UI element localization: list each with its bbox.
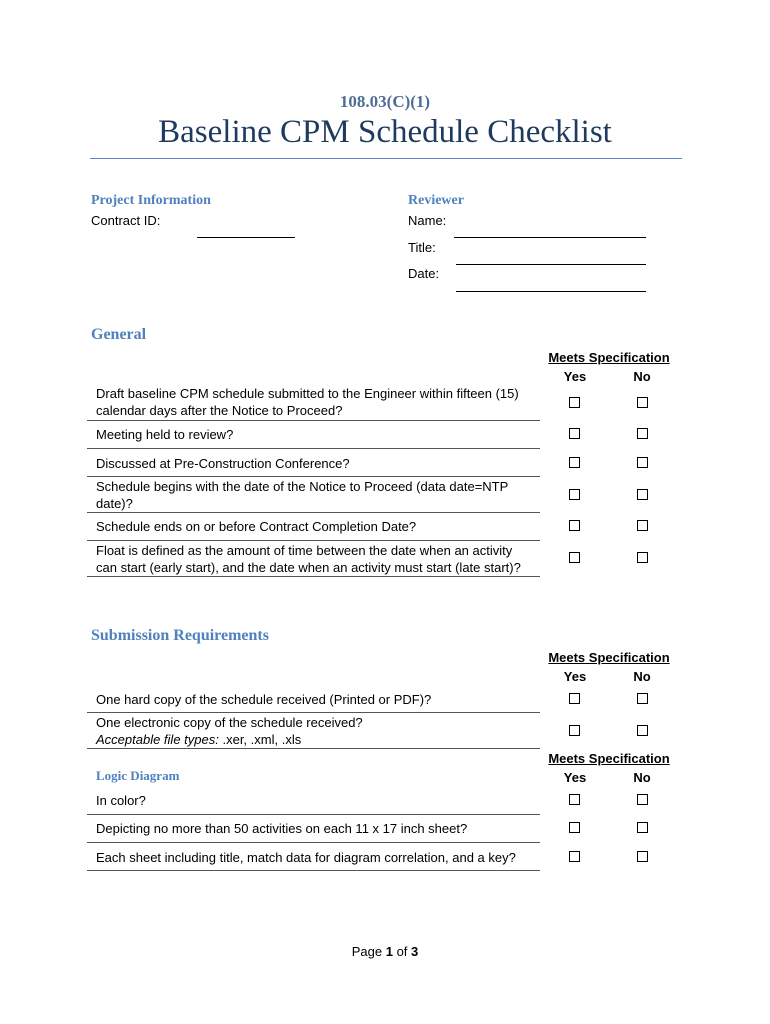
date-label: Date: bbox=[408, 266, 440, 281]
logic-item-text bbox=[96, 792, 146, 809]
reviewer-heading: Reviewer bbox=[408, 193, 464, 208]
item-line: Depicting no more than 50 activities on each 11 x 17 inch sheet? bbox=[96, 821, 468, 836]
yes-checkbox[interactable] bbox=[569, 489, 580, 500]
row-divider bbox=[87, 448, 540, 449]
title-field[interactable] bbox=[456, 264, 646, 265]
item-line: One electronic copy of the schedule received? bbox=[96, 715, 363, 730]
general-heading: General bbox=[91, 326, 147, 343]
row-divider bbox=[87, 814, 540, 815]
submission-item-text bbox=[96, 714, 363, 748]
row-divider bbox=[87, 512, 540, 513]
page-total: 3 bbox=[411, 944, 419, 959]
item-line: Float is defined as the amount of time between the date when an activity bbox=[96, 543, 513, 558]
item-line: Each sheet including title, match data for diagram correlation, and a key? bbox=[96, 850, 516, 865]
row-divider bbox=[87, 712, 540, 713]
yes-checkbox[interactable] bbox=[569, 725, 580, 736]
item-line: Meeting held to review? bbox=[96, 427, 234, 442]
general-item-text bbox=[96, 455, 350, 472]
yes-checkbox[interactable] bbox=[569, 428, 580, 439]
row-divider bbox=[87, 748, 540, 749]
title-label: Title: bbox=[408, 240, 436, 255]
item-line: Schedule begins with the date of the Notice to Proceed (data date=NTP bbox=[96, 479, 509, 494]
of-word: of bbox=[392, 944, 412, 959]
general-item-text bbox=[96, 385, 519, 419]
yes-checkbox[interactable] bbox=[569, 520, 580, 531]
section-number: 108.03(C)(1) bbox=[339, 92, 431, 111]
item-line: can start (early start), and the date when an activity must start (late start)? bbox=[96, 560, 521, 575]
no-column-header: No bbox=[633, 770, 651, 785]
no-checkbox[interactable] bbox=[637, 693, 648, 704]
no-checkbox[interactable] bbox=[637, 822, 648, 833]
no-checkbox[interactable] bbox=[637, 794, 648, 805]
yes-checkbox[interactable] bbox=[569, 822, 580, 833]
item-line: date)? bbox=[96, 496, 133, 511]
no-checkbox[interactable] bbox=[637, 725, 648, 736]
no-checkbox[interactable] bbox=[637, 552, 648, 563]
submission-requirements-heading: Submission Requirements bbox=[91, 627, 269, 644]
no-checkbox[interactable] bbox=[637, 428, 648, 439]
no-checkbox[interactable] bbox=[637, 520, 648, 531]
row-divider bbox=[87, 420, 540, 421]
no-column-header: No bbox=[633, 369, 651, 384]
no-checkbox[interactable] bbox=[637, 397, 648, 408]
row-divider bbox=[87, 476, 540, 477]
item-line bbox=[96, 731, 363, 748]
row-divider bbox=[87, 540, 540, 541]
page-footer bbox=[0, 944, 770, 959]
submission-item-text bbox=[96, 691, 431, 708]
general-item-text bbox=[96, 542, 521, 576]
name-field[interactable] bbox=[454, 237, 646, 238]
meets-specification-header: Meets Specification bbox=[548, 650, 670, 665]
logic-item-text bbox=[96, 820, 467, 837]
general-item-text bbox=[96, 478, 508, 512]
title-divider bbox=[90, 158, 682, 159]
logic-item-text bbox=[96, 849, 516, 866]
item-line: In color? bbox=[96, 793, 146, 808]
item-line: One hard copy of the schedule received (Printed or PDF)? bbox=[96, 692, 432, 707]
yes-checkbox[interactable] bbox=[569, 851, 580, 862]
row-divider bbox=[87, 576, 540, 577]
yes-checkbox[interactable] bbox=[569, 552, 580, 563]
no-checkbox[interactable] bbox=[637, 851, 648, 862]
project-information-heading: Project Information bbox=[91, 193, 211, 208]
yes-column-header: Yes bbox=[563, 669, 587, 684]
row-divider bbox=[87, 870, 540, 871]
item-line: Schedule ends on or before Contract Completion Date? bbox=[96, 519, 417, 534]
item-line: Discussed at Pre-Construction Conference? bbox=[96, 456, 350, 471]
yes-checkbox[interactable] bbox=[569, 693, 580, 704]
no-checkbox[interactable] bbox=[637, 457, 648, 468]
date-field[interactable] bbox=[456, 291, 646, 292]
contract-id-field[interactable] bbox=[197, 237, 295, 238]
item-line: Draft baseline CPM schedule submitted to the Engineer within fifteen (15) bbox=[96, 386, 519, 401]
yes-column-header: Yes bbox=[563, 369, 587, 384]
general-item-text bbox=[96, 426, 233, 443]
file-types-label: Acceptable file types: bbox=[96, 732, 219, 747]
page-title: Baseline CPM Schedule Checklist bbox=[158, 114, 612, 150]
no-checkbox[interactable] bbox=[637, 489, 648, 500]
file-types-value: .xer, .xml, .xls bbox=[218, 732, 302, 747]
yes-checkbox[interactable] bbox=[569, 397, 580, 408]
row-divider bbox=[87, 842, 540, 843]
contract-id-label: Contract ID: bbox=[91, 213, 161, 228]
general-item-text bbox=[96, 518, 416, 535]
logic-diagram-heading: Logic Diagram bbox=[96, 768, 180, 783]
item-line: calendar days after the Notice to Proceed? bbox=[96, 403, 343, 418]
page-current: 1 bbox=[385, 944, 393, 959]
meets-specification-header: Meets Specification bbox=[548, 751, 670, 766]
no-column-header: No bbox=[633, 669, 651, 684]
yes-checkbox[interactable] bbox=[569, 794, 580, 805]
meets-specification-header: Meets Specification bbox=[548, 350, 670, 365]
yes-checkbox[interactable] bbox=[569, 457, 580, 468]
page-word: Page bbox=[351, 944, 386, 959]
name-label: Name: bbox=[408, 213, 447, 228]
yes-column-header: Yes bbox=[563, 770, 587, 785]
